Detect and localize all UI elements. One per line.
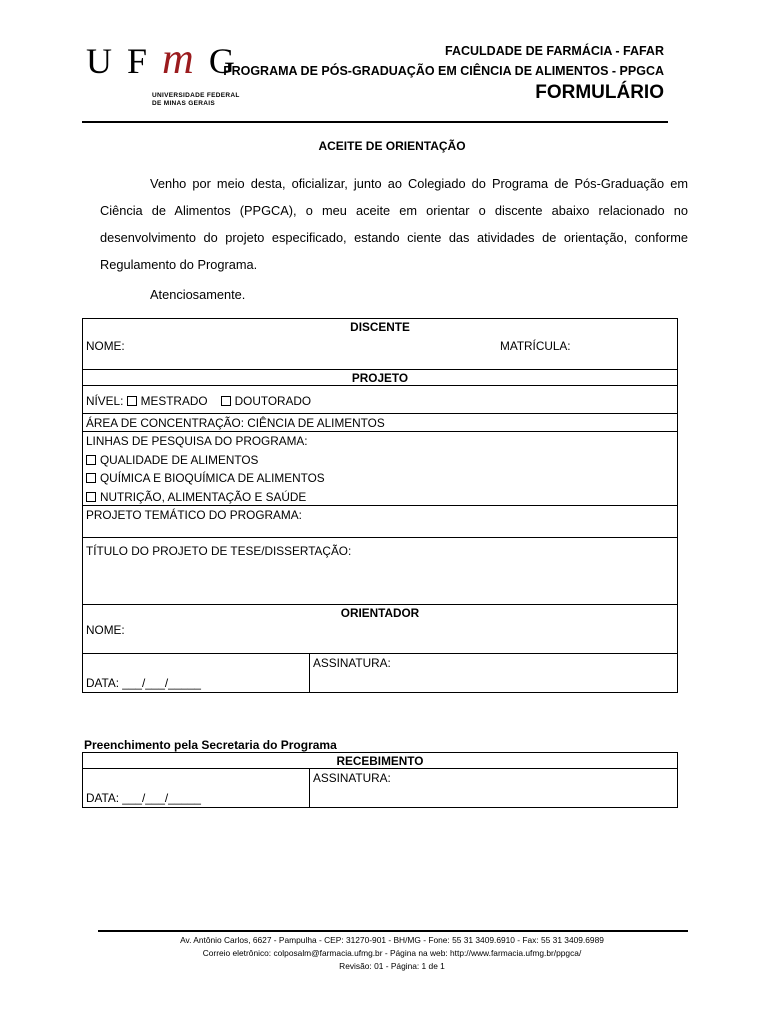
- discente-nome-field[interactable]: NOME:: [86, 339, 125, 353]
- linhas-row: [83, 432, 677, 506]
- footer-contact: Correio eletrônico: colposalm@farmacia.ufmg.br - Página na web: http://www.farmacia.ufmg.br/ppgca/: [202, 948, 582, 958]
- area-row: [83, 414, 677, 432]
- discente-section: [83, 319, 677, 370]
- area-concentracao: ÁREA DE CONCENTRAÇÃO: CIÊNCIA DE ALIMENTOS: [86, 416, 385, 430]
- ufmg-logo: [86, 34, 246, 112]
- projeto-heading-row: [83, 370, 677, 386]
- orientador-section: [83, 605, 677, 654]
- orientador-assinatura-field[interactable]: ASSINATURA:: [313, 656, 391, 670]
- logo-subtitle: UNIVERSIDADE FEDERAL DE MINAS GERAIS: [152, 92, 240, 107]
- linha-checkbox[interactable]: [86, 492, 96, 502]
- closing-text: Atenciosamente.: [150, 287, 246, 302]
- faculty-name: FACULDADE DE FARMÁCIA - FAFAR: [445, 44, 664, 58]
- footer-revision: Revisão: 01 - Página: 1 de 1: [339, 961, 445, 971]
- main-form-table: [82, 318, 678, 693]
- tematico-row: [83, 506, 677, 538]
- doutorado-checkbox[interactable]: [221, 396, 231, 406]
- footer-address: Av. Antônio Carlos, 6627 - Pampulha - CEP: 31270-901 - BH/MG - Fone: 55 31 3409.6910 - Fax: 55 31 3409.6989: [180, 935, 604, 945]
- orientador-sign-row: [83, 654, 677, 692]
- linha-checkbox[interactable]: [86, 455, 96, 465]
- linha-item[interactable]: QUÍMICA E BIOQUÍMICA DE ALIMENTOS: [83, 469, 677, 488]
- linha-item[interactable]: QUALIDADE DE ALIMENTOS: [83, 451, 677, 470]
- titulo-row: [83, 538, 677, 605]
- orientador-nome-field[interactable]: NOME:: [86, 623, 125, 637]
- recebimento-heading-row: [83, 753, 677, 769]
- program-name: PROGRAMA DE PÓS-GRADUAÇÃO EM CIÊNCIA DE ALIMENTOS - PPGCA: [223, 64, 664, 78]
- nivel-row: [83, 386, 677, 414]
- doutorado-label: DOUTORADO: [234, 394, 312, 408]
- mestrado-checkbox[interactable]: [127, 396, 137, 406]
- footer-divider: [98, 930, 688, 932]
- nivel-label: NÍVEL:: [86, 394, 124, 408]
- titulo-projeto-field[interactable]: TÍTULO DO PROJETO DE TESE/DISSERTAÇÃO:: [86, 544, 352, 558]
- recebimento-heading: RECEBIMENTO: [336, 754, 424, 768]
- linhas-label: LINHAS DE PESQUISA DO PROGRAMA:: [86, 434, 308, 448]
- linha-item[interactable]: NUTRIÇÃO, ALIMENTAÇÃO E SAÚDE: [83, 488, 677, 507]
- projeto-tematico-field[interactable]: PROJETO TEMÁTICO DO PROGRAMA:: [86, 508, 302, 522]
- orientador-heading: ORIENTADOR: [340, 606, 420, 620]
- linha-checkbox[interactable]: [86, 473, 96, 483]
- recebimento-data-field[interactable]: DATA: ___/___/_____: [86, 790, 201, 805]
- intro-paragraph: Venho por meio desta, oficializar, junto ao Colegiado do Programa de Pós-Graduação em Ciência de Alimentos (PPGCA), o meu aceite em orientar o discente abaixo relacionado no desenvolvimento do projeto especificado, estando ciente das atividades de orientação, conforme Regulamento do Programa.: [100, 176, 688, 272]
- orientador-data-field[interactable]: DATA: ___/___/_____: [86, 675, 201, 690]
- discente-heading: DISCENTE: [350, 320, 410, 334]
- mestrado-label: MESTRADO: [140, 394, 208, 408]
- recebimento-sign-row: [83, 769, 677, 807]
- discente-matricula-field[interactable]: MATRÍCULA:: [500, 339, 571, 353]
- logo-letters: U F m G: [86, 34, 238, 83]
- projeto-heading: PROJETO: [351, 371, 409, 385]
- recebimento-table: [82, 752, 678, 808]
- document-title: ACEITE DE ORIENTAÇÃO: [318, 139, 466, 153]
- form-label: FORMULÁRIO: [535, 82, 664, 103]
- secretaria-label: Preenchimento pela Secretaria do Programa: [84, 738, 337, 752]
- recebimento-assinatura-field[interactable]: ASSINATURA:: [313, 771, 391, 785]
- header-divider: [82, 121, 668, 123]
